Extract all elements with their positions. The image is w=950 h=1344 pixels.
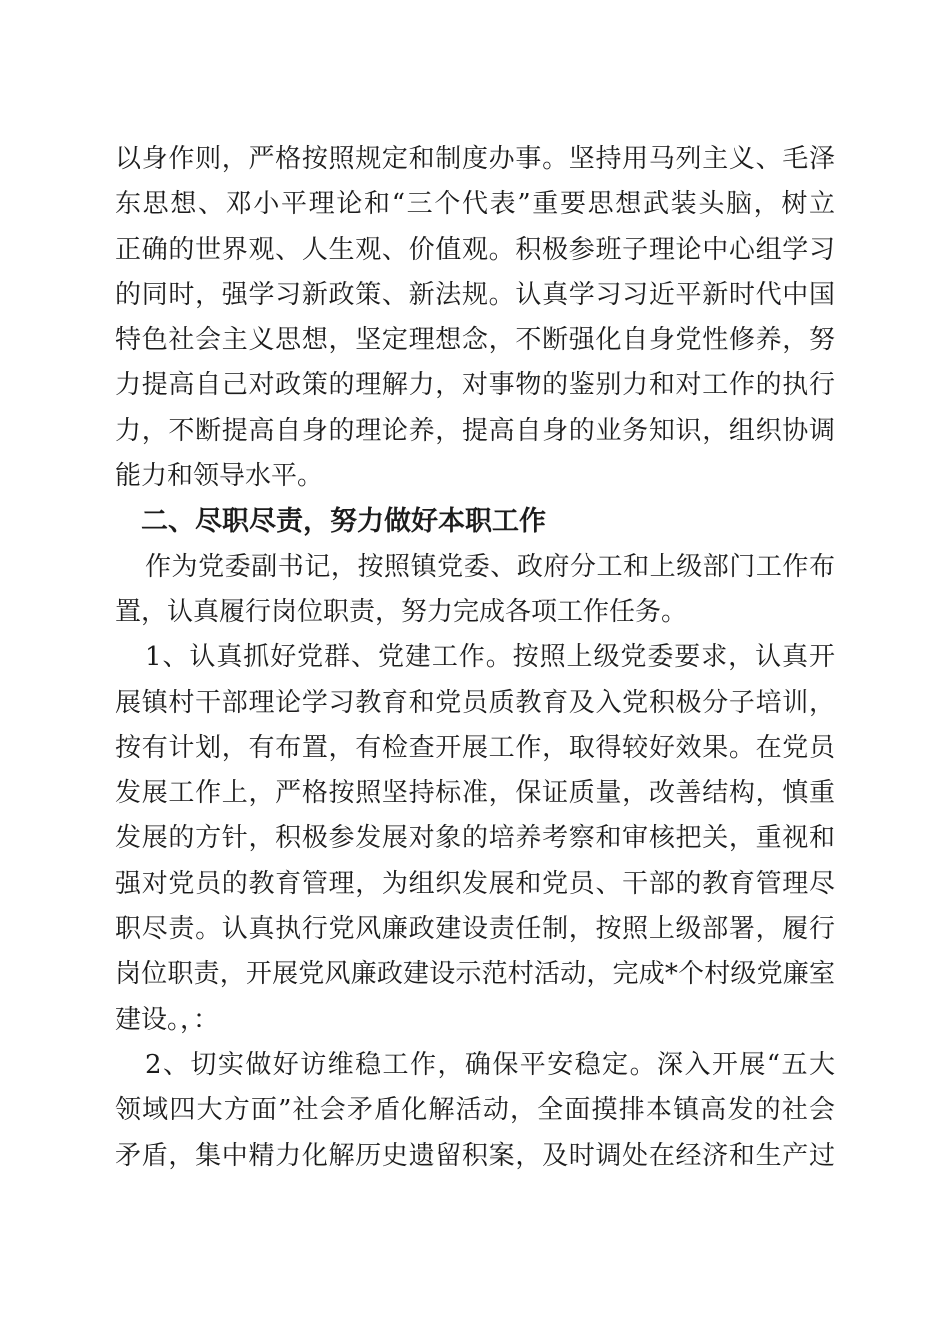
document-line: 东思想、邓小平理论和“三个代表”重要思想武装头脑，树立 bbox=[115, 189, 835, 220]
document-line: 岗位职责，开展党风廉政建设示范村活动，完成*个村级党廉室 bbox=[115, 959, 835, 990]
document-line: 置，认真履行岗位职责，努力完成各项工作任务。 bbox=[115, 596, 688, 627]
document-line: 力提高自己对政策的理解力，对事物的鉴别力和对工作的执行 bbox=[115, 370, 835, 401]
document-line: 按有计划，有布置，有检查开展工作，取得较好效果。在党员 bbox=[115, 732, 835, 763]
document-line: 1、认真抓好党群、党建工作。按照上级党委要求，认真开 bbox=[145, 642, 835, 673]
document-line: 力，不断提高自身的理论养，提高自身的业务知识，组织协调 bbox=[115, 415, 835, 446]
document-line: 正确的世界观、人生观、价值观。积极参班子理论中心组学习 bbox=[115, 234, 835, 265]
document-line: 作为党委副书记，按照镇党委、政府分工和上级部门工作布 bbox=[145, 551, 835, 582]
document-line: 的同时，强学习新政策、新法规。认真学习习近平新时代中国 bbox=[115, 279, 835, 310]
document-line: 展镇村干部理论学习教育和党员质教育及入党积极分子培训， bbox=[115, 687, 835, 718]
document-line: 2、切实做好访维稳工作，确保平安稳定。深入开展“五大 bbox=[145, 1049, 835, 1080]
document-line: 发展工作上，严格按照坚持标准，保证质量，改善结构，慎重 bbox=[115, 778, 835, 809]
document-line: 特色社会主义思想，坚定理想念，不断强化自身党性修养，努 bbox=[115, 325, 835, 356]
document-line: 职尽责。认真执行党风廉政建设责任制，按照上级部署，履行 bbox=[115, 914, 835, 945]
document-line: 建设。，： bbox=[115, 1004, 220, 1035]
document-line: 强对党员的教育管理，为组织发展和党员、干部的教育管理尽 bbox=[115, 868, 835, 899]
document-line: 矛盾，集中精力化解历史遗留积案，及时调处在经济和生产过 bbox=[115, 1140, 835, 1171]
document-line: 能力和领导水平。 bbox=[115, 461, 324, 492]
document-line: 以身作则，严格按照规定和制度办事。坚持用马列主义、毛泽 bbox=[115, 144, 835, 174]
document-line: 发展的方针，积极参发展对象的培养考察和审核把关，重视和 bbox=[115, 823, 835, 854]
section-heading: 二、尽职尽责，努力做好本职工作 bbox=[141, 506, 546, 538]
document-line: 领域四大方面”社会矛盾化解活动，全面摸排本镇高发的社会 bbox=[115, 1095, 835, 1126]
